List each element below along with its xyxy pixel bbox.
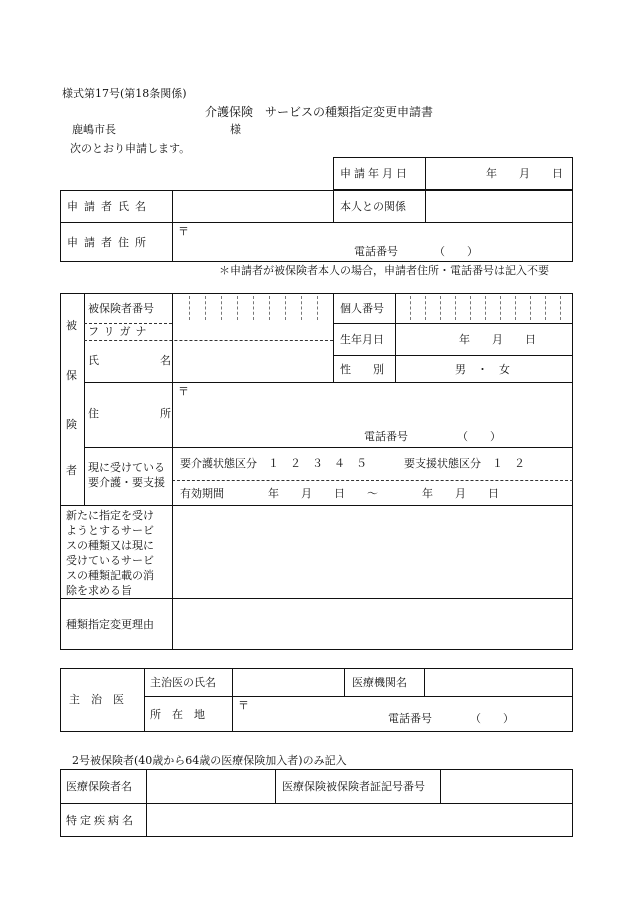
- institution-label: 医療機関名: [352, 676, 407, 689]
- disease-label: 特定疾病名: [66, 814, 136, 827]
- doctor-name-label: 主治医の氏名: [150, 676, 216, 689]
- service-request-label: 新たに指定を受け ようとするサービ スの種類又は現に 受けているサービ スの種類記載の消 除を求める旨: [66, 509, 154, 597]
- personal-number-label: 個人番号: [340, 302, 384, 315]
- insurer-field[interactable]: [148, 771, 273, 802]
- page-title: 介護保険 サービスの種類指定変更申請書: [205, 105, 434, 119]
- care-label-1: 現に受けている: [88, 461, 165, 474]
- applicant-name-field[interactable]: [174, 192, 331, 220]
- postal-mark-icon: 〒: [178, 225, 189, 238]
- insured-side-char-3: 険: [66, 418, 77, 431]
- furigana-field[interactable]: [174, 324, 332, 339]
- doctor-name-field[interactable]: [234, 670, 342, 695]
- applicant-name-label: 申請者氏名: [67, 200, 152, 213]
- name-label-2: 名: [160, 354, 171, 367]
- birth-date-label: 生年月日: [340, 333, 384, 346]
- furigana-label: フリガナ: [88, 325, 152, 338]
- applicant-address-field[interactable]: 〒 電話番号 （ ）: [178, 225, 478, 258]
- insured-number-label: 被保険者番号: [88, 302, 154, 315]
- addressee: 鹿嶋市長: [72, 123, 116, 136]
- doctor-address-field[interactable]: 〒 電話番号 （ ）: [238, 699, 514, 725]
- gender-select[interactable]: 男 ・ 女: [455, 363, 510, 376]
- relation-field[interactable]: [427, 192, 571, 220]
- applicant-address-label: 申請者住所: [67, 236, 152, 249]
- insured-number-field[interactable]: [173, 294, 332, 322]
- change-reason-field[interactable]: [174, 600, 571, 648]
- institution-field[interactable]: [426, 670, 571, 695]
- intro-text: 次のとおり申請します。: [70, 142, 191, 155]
- care-levels-options[interactable]: 要介護状態区分 １ ２ ３ ４ ５: [180, 457, 367, 470]
- disease-field[interactable]: [148, 805, 571, 835]
- doctor-side-label: 主 治 医: [69, 693, 124, 706]
- card-number-field[interactable]: [442, 771, 571, 802]
- form-number: 様式第17号(第18条関係): [62, 87, 187, 100]
- insured-side-char-1: 被: [66, 319, 77, 332]
- insured-side-char-4: 者: [66, 464, 77, 477]
- insured-name-field[interactable]: [174, 342, 332, 381]
- honorific: 様: [230, 123, 241, 136]
- application-date-label: 申請年月日: [340, 167, 410, 180]
- birth-date-field[interactable]: 年 月 日: [459, 333, 536, 346]
- insured-address-field[interactable]: 〒 電話番号 （ ）: [178, 385, 501, 443]
- location-label: 所 在 地: [150, 708, 205, 721]
- support-levels-options[interactable]: 要支援状態区分 １ ２: [404, 457, 525, 470]
- application-date-field[interactable]: 年 月 日: [486, 167, 563, 180]
- postal-mark-icon: 〒: [178, 385, 189, 398]
- card-number-label: 医療保険被保険者証記号番号: [282, 780, 425, 793]
- service-request-field[interactable]: [174, 507, 571, 597]
- relation-label: 本人との関係: [340, 200, 406, 213]
- applicant-note: ＊申請者が被保険者本人の場合，申請者住所・電話番号は記入不要: [219, 264, 549, 277]
- address-label-2: 所: [160, 407, 171, 420]
- secondary-heading: 2号被保険者(40歳から64歳の医療保険加入者)のみ記入: [72, 754, 347, 767]
- gender-label: 性 別: [340, 363, 384, 376]
- insured-side-char-2: 保: [66, 369, 77, 382]
- insurer-label: 医療保険者名: [66, 780, 132, 793]
- validity-period[interactable]: 有効期間 年 月 日 ～ 年 月 日: [180, 487, 499, 500]
- care-label-2: 要介護・要支援: [88, 476, 165, 489]
- address-label-1: 住: [88, 407, 99, 420]
- postal-mark-icon: 〒: [238, 699, 249, 712]
- personal-number-field[interactable]: [396, 294, 572, 322]
- name-label-1: 氏: [88, 354, 99, 367]
- change-reason-label: 種類指定変更理由: [66, 618, 154, 631]
